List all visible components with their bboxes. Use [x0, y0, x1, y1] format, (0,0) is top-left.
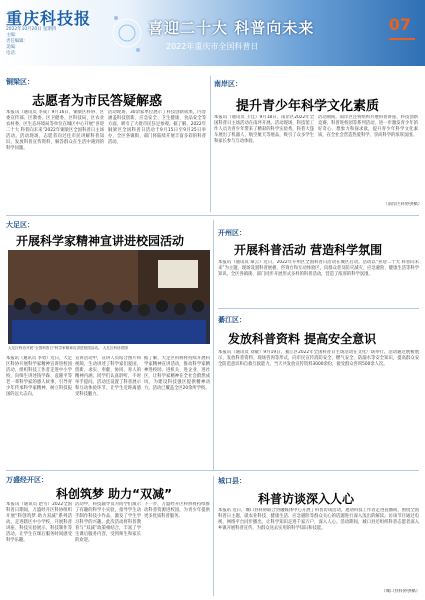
flask-icon [110, 4, 144, 62]
page-number-underline [389, 38, 415, 40]
district-tag: 开州区： [218, 229, 246, 237]
article-body: 活动期间，南岸区还将组织开展科普讲座、科技创新竞赛、科普进校园等系列活动，进一步激发青少年的好奇心、想象力和探求欲，提升青少年科学文化素质，在全社会营造热爱科学、崇尚科学的浓厚氛围。 [318, 115, 418, 138]
banner-title: 喜迎二十大 科普向未来 [148, 19, 315, 37]
article-body: 本报讯（通讯员 李成）9月16日，铜梁区科协、区委宣传部、区教委、区卫健委、区科技局、区农业农村委、区生态环境局等单位在城区中心开展“喜迎二十大 科普向未来”2022年铜梁区全国科普日主场活动。活动现场，志愿者向过往市民讲解科普知识，发放科普宣传资料，解答群众在生活中遇到的科学问题。 [6, 110, 104, 151]
article-title: 科创筑梦 助力“双减” [56, 487, 172, 501]
column-divider [213, 476, 214, 596]
info-line: 电话： [6, 51, 20, 56]
district-tag: 大足区： [6, 221, 34, 229]
article-body: 据了解，大足区科协将持续开展科学家精神宣讲活动，推动科学家精神进校园、进机关、进企业、进社区，让科学家精神在全社会蔚然成风，为建设科技强区提供精神动力。活动已覆盖全区20余所学校。 [144, 356, 210, 391]
section-divider [218, 308, 419, 309]
page-header [0, 0, 425, 66]
article-title: 开展科普活动 营造科学氛围 [234, 243, 383, 257]
masthead-info [6, 27, 102, 57]
article-footer: （城口县科协供稿） [381, 589, 420, 594]
district-tag: 万盛经开区： [6, 476, 48, 484]
article-footer: （南岸区科协供稿） [383, 202, 422, 207]
page-number: 07 [388, 15, 411, 34]
info-line: 美编： [6, 45, 20, 50]
article-title: 开展科学家精神宣讲进校园活动 [16, 234, 185, 248]
classroom-photo-icon [8, 250, 210, 344]
section-divider [6, 470, 419, 471]
article-body: 宣讲活动中，宣讲人员结合图片和视频，生动讲述了科学家们爱国、创新、求实、奉献、协同、育人的精神内涵，同学们认真聆听，不时举手提问。活动还设置了科普展示和互动体验环节，让学生近距离感受科技魅力。 [75, 356, 141, 397]
article-title: 发放科普资料 提高安全意识 [228, 332, 377, 346]
article-title: 科普访谈深入人心 [258, 492, 355, 506]
info-line: 责任编辑： [6, 39, 28, 44]
article-body: 活动现场，30余家单位展示了科技创新成果，内容涵盖科技创新、应急安全、卫生健康、食品安全等方面，吸引了大批市民驻足参观。据了解，2022年铜梁区全国科普日活动于9月15日至9月25日举办，全区各镇街、部门将陆续开展丰富多彩的科普活动。 [108, 110, 206, 145]
article-body: 本报讯（通讯员 谭云）近日，2022年开州区全国科普日活动在城区启动。活动以“喜迎二十大 科普向未来”为主题，现场设置科普展板、咨询台和互动体验区，向群众普及防灾减灾、应急避险、健康生活等科学知识。全区各镇街、部门同步开展形式多样的科普活动，营造了浓厚的科学氛围。 [218, 260, 419, 277]
article-body: 本报讯（通讯员 王佳）9月18日，南岸区2022年全国科普日主场活动在南坪开展。活动现场，科技馆工作人员为青少年带来了精彩的科学实验秀，科普大篷车展出了机器人、航空航天等展品，吸引了众多学生和家长参与互动体验。 [214, 115, 314, 144]
column-divider [210, 76, 211, 212]
info-line: 主编： [6, 33, 20, 38]
article-body: 活动中，科技辅导员为同学们演示了有趣的科学小实验，指导学生动手制作科技小作品，激发了学生学习科学的兴趣。此次活动将科普教育与“双减”政策相结合，丰富了学生课后服务内容，受到师生和家长的欢迎。 [75, 502, 141, 543]
district-tag: 綦江区： [218, 316, 246, 324]
article-title: 志愿者为市民答疑解惑 [32, 94, 163, 109]
article-body: 本报讯（通讯员 刘敏）9月19日，綦江区2022年全国科普日主场活动在文化广场举行。活动通过展板展示、发放科普资料、现场咨询等形式，向市民宣传消防安全、燃气安全、防溺水等安全知识，提高群众安全防范意识和自救互救能力。当天共发放宣传资料3000余份，接受群众咨询500余人次。 [218, 350, 419, 367]
article-body: 本报讯（通讯员 赵雪）2022全国科普日期间，万盛经开区科协组织开展“科创筑梦 助力双减”系列活动，走进辖区中小学校，开展科普讲座、科技实验展示、科技制作等活动，让学生在课后服务时间感受科学乐趣。 [6, 502, 72, 543]
info-line: 2022年10月20日 星期四 [6, 27, 57, 32]
column-divider [213, 220, 214, 470]
district-tag: 城口县： [218, 477, 246, 485]
district-tag: 铜梁区： [6, 78, 34, 86]
banner-subtitle: 2022年重庆市全国科普日 [166, 42, 259, 51]
event-photo [8, 250, 210, 344]
article-body: 本报讯 近日，城口县科协联合县融媒体中心开展了科普访谈活动，邀请科技工作者走进直播间，围绕全国科普日主题，就农业科技、健康生活、应急避险等群众关心的话题进行深入浅出的解读。访谈节目通过电视、网络平台同步播出，让科学知识走进千家万户，深入人心。活动期间，城口县还组织科普志愿者深入乡镇开展科普宣传，为群众送去实用的科学知识和技能。 [218, 508, 419, 531]
article-body: 本报讯（通讯员 李勇）近日，大足区科协开展科学家精神宣讲进校园活动，组织科技工作者走进中小学校，向师生讲述钱学森、袁隆平等老一辈科学家的感人故事，引导青少年传承科学家精神，树立科技报国的远大志向。 [6, 356, 72, 397]
article-body: 下一步，万盛经开区科协将持续推动科普资源进校园，为青少年提供更多优质科普服务。 [144, 502, 210, 519]
section-divider [6, 215, 419, 216]
photo-caption: 大足区科协开展“全国科普日”科学家精神宣讲进校园活动。 大足区科协供图 [8, 346, 128, 350]
masthead: 重庆科技报 [6, 9, 92, 28]
article-title: 提升青少年科学文化素质 [236, 99, 380, 114]
district-tag: 南岸区： [214, 80, 242, 88]
